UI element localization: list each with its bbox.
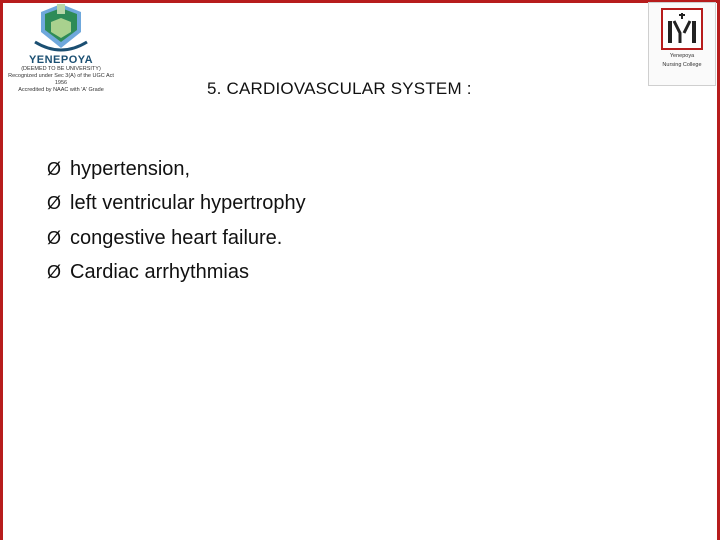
nursing-college-logo	[648, 2, 716, 86]
list-item	[47, 187, 306, 222]
bullet-text: hypertension,	[70, 157, 191, 180]
arrow-bullet-icon: Ø	[47, 193, 62, 214]
bullet-text: left ventricular hypertrophy	[70, 192, 306, 215]
university-line-2: Recognized under Sec 3(A) of the UGC Act 1956	[8, 73, 114, 86]
arrow-bullet-icon: Ø	[47, 227, 62, 248]
bullet-list	[47, 152, 306, 290]
list-item	[47, 256, 306, 291]
college-line-2: Nursing College	[662, 62, 702, 68]
college-line-1: Yenepoya	[669, 53, 695, 59]
yenepoya-university-logo	[2, 2, 120, 98]
university-line-1: (DEEMED TO BE UNIVERSITY)	[21, 66, 101, 72]
list-item	[47, 152, 306, 187]
university-line-3: Accredited by NAAC with 'A' Grade	[18, 87, 104, 93]
list-item	[47, 221, 306, 256]
college-emblem-icon	[660, 7, 704, 51]
slide-title: 5. CARDIOVASCULAR SYSTEM :	[207, 79, 472, 98]
bullet-text: Cardiac arrhythmias	[70, 261, 249, 284]
arrow-bullet-icon: Ø	[47, 262, 62, 283]
university-name: YENEPOYA	[28, 54, 94, 66]
bullet-text: congestive heart failure.	[70, 226, 283, 249]
university-shield-icon	[29, 2, 93, 54]
arrow-bullet-icon: Ø	[47, 158, 62, 179]
